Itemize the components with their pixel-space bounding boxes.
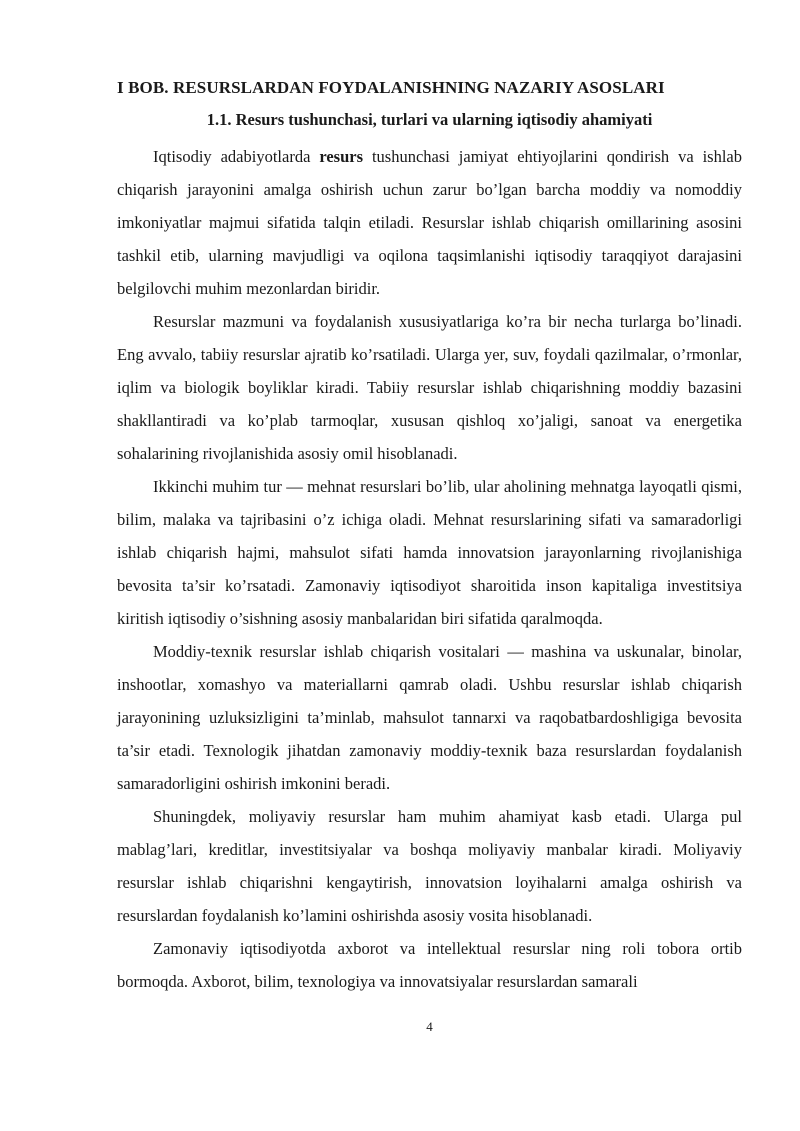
paragraph-2: Resurslar mazmuni va foydalanish xususiyatlariga ko’ra bir necha turlarga bo’linadi. Eng avvalo, tabiiy resurslar ajratib ko’rsatiladi. Ularga yer, suv, foydali qazilmalar, o’rmonlar, iqlim va biologik boyliklar kiradi. Tabiiy resurslar ishlab chiqarishning moddiy bazasini shakllantiradi va ko’plab tarmoqlar, xususan qishloq xo’jaligi, sanoat va energetika sohalarining rivojlanishida asosiy omil hisoblanadi. — [117, 312, 742, 463]
paragraph-3: Ikkinchi muhim tur — mehnat resurslari bo’lib, ular aholining mehnatga layoqatli qismi, bilim, malaka va tajribasini o’z ichiga oladi. Mehnat resurslarining sifati va samaradorligi ishlab chiqarish hajmi, mahsulot sifati hamda innovatsion jarayonlarning rivojlanishiga bevosita ta’sir ko’rsatadi. Zamonaviy iqtisodiyot sharoitida inson kapitaliga investitsiya kiritish iqtisodiy o’sishning asosiy manbalaridan biri sifatida qaralmoqda. — [117, 477, 742, 628]
document-body — [117, 140, 742, 998]
paragraph-5: Shuningdek, moliyaviy resurslar ham muhim ahamiyat kasb etadi. Ularga pul mablag’lari, kreditlar, investitsiyalar va boshqa moliyaviy manbalar kiradi. Moliyaviy resurslar ishlab chiqarishni kengaytirish, innovatsion loyihalarni amalga oshirish va resurslardan foydalanish ko’lamini oshirishda asosiy vosita hisoblanadi. — [117, 807, 742, 925]
paragraph-6: Zamonaviy iqtisodiyotda axborot va intellektual resurslar ning roli tobora ortib bormoqda. Axborot, bilim, texnologiya va innovatsiyalar resurslardan samarali — [117, 939, 742, 991]
page-number: 4 — [426, 1019, 433, 1034]
section-title: 1.1. Resurs tushunchasi, turlari va ularning iqtisodiy ahamiyati — [206, 110, 653, 129]
paragraph-4: Moddiy-texnik resurslar ishlab chiqarish vositalari — mashina va uskunalar, binolar, inshootlar, xomashyo va materiallarni qamrab oladi. Ushbu resurslar ishlab chiqarish jarayonining uzluksizligini ta’minlab, mahsulot tannarxi va raqobatbardoshligiga bevosita ta’sir etadi. Texnologik jihatdan zamonaviy moddiy-texnik baza resurslardan foydalanish samaradorligini oshirish imkonini beradi. — [117, 642, 742, 793]
paragraph-1-start: Iqtisodiy adabiyotlarda — [153, 147, 320, 166]
term-resurs: resurs — [319, 147, 364, 166]
paragraph-1 — [117, 140, 742, 305]
document-page — [117, 0, 742, 1131]
chapter-title: I BOB. RESURSLARDAN FOYDALANISHNING NAZARIY ASOSLARI — [117, 78, 665, 97]
paragraph-1-rest: tushunchasi jamiyat ehtiyojlarini qondirish va ishlab chiqarish jarayonini amalga oshirish uchun zarur bo’lgan barcha moddiy va nomoddiy imkoniyatlar majmui sifatida talqin etiladi. Resurslar ishlab chiqarish omillarining asosini tashkil etib, ularning mavjudligi va oqilona taqsimlanishi iqtisodiy taraqqiyot darajasini belgilovchi muhim mezonlardan biridir. — [117, 147, 742, 298]
